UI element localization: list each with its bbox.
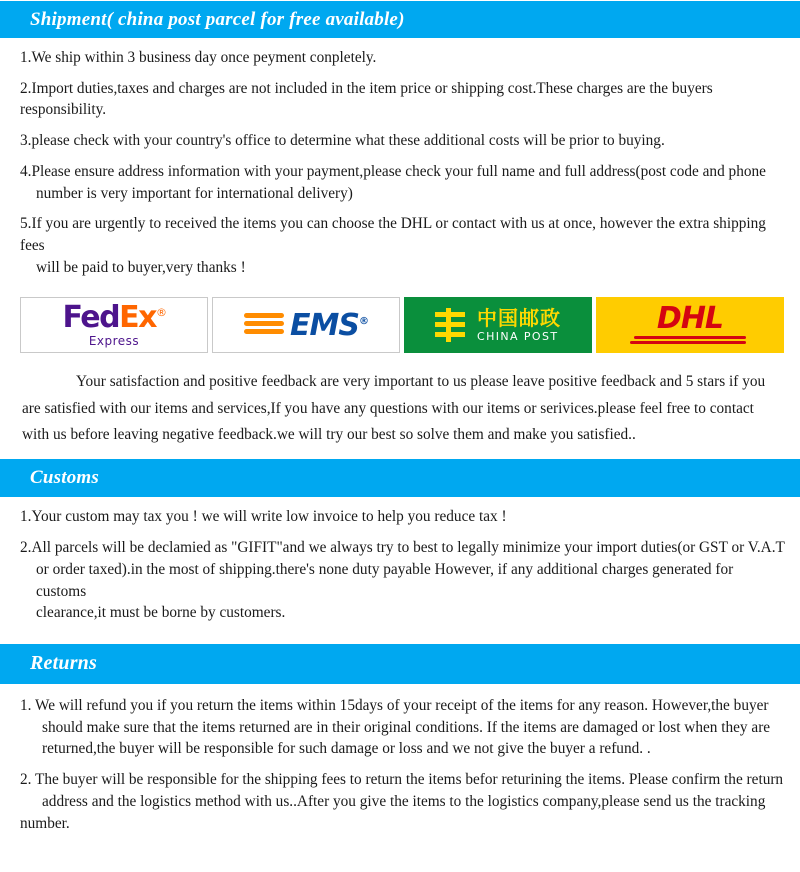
dhl-wordmark: DHL — [656, 301, 724, 337]
customs-title: Customs — [30, 467, 99, 489]
satisfaction-line-3: before leaving negative feedback.we will try our best so solve them and make you satisfied.. — [70, 426, 636, 444]
shipment-item-1 — [20, 47, 786, 69]
fedex-logo — [20, 297, 208, 353]
fedex-ex-text: Ex — [119, 300, 156, 336]
customs-item-1 — [20, 506, 786, 528]
returns-item-1-cont: should make sure that the items returned are in their original conditions. If the items are damaged or lost when they are — [42, 718, 771, 736]
china-post-logo-inner — [435, 308, 561, 343]
china-post-text-group — [477, 308, 561, 343]
returns-title: Returns — [30, 652, 97, 675]
customs-item-2-text: 2.All parcels will be declamied as "GIFIT"and we always try to best to legally minimize your import duties(or GST or V.A.T — [20, 539, 785, 557]
shipment-item-2 — [20, 78, 786, 121]
returns-item-1 — [20, 695, 786, 760]
satisfaction-line-1: Your satisfaction and positive feedback are very important to us please leave positive feedback and 5 stars if you are — [22, 373, 766, 417]
china-post-english-name: CHINA POST — [477, 330, 559, 344]
customs-item-2-cont: or order taxed).in the most of shipping.there's none duty payable However, if any additional charges generated for customs — [36, 560, 734, 600]
ems-logo — [212, 297, 400, 353]
shipment-title: Shipment( china post parcel for free available) — [30, 8, 405, 30]
satisfaction-paragraph — [0, 363, 800, 458]
china-post-logo — [404, 297, 592, 353]
ems-swoosh-icon — [244, 310, 286, 340]
ems-registered-icon: ® — [358, 315, 368, 327]
returns-header-bar — [0, 643, 800, 685]
shipment-item-3-text: 3.please check with your country's office to determine what these additional costs will be prior to buying. — [20, 132, 665, 150]
ems-wordmark — [290, 308, 368, 343]
shipment-item-5-cont: will be paid to buyer,very thanks ! — [36, 258, 246, 276]
fedex-fed-text: Fed — [62, 300, 120, 336]
shipment-item-3 — [20, 130, 786, 152]
returns-item-2-cont2: number. — [20, 814, 70, 832]
customs-body — [0, 498, 800, 643]
returns-item-1-cont2: returned,the buyer will be responsible for such damage or loss and we not give the buyer a refund. . — [42, 740, 651, 758]
carrier-logo-row — [0, 293, 800, 363]
returns-item-2 — [20, 769, 786, 834]
ems-text: EMS — [290, 307, 359, 343]
shipment-item-4-text: 4.Please ensure address information with your payment,please check your full name and full address(post code and phone — [20, 162, 766, 180]
fedex-wordmark — [62, 300, 166, 336]
shipment-body — [0, 39, 800, 293]
shipment-item-4-cont: number is very important for international delivery) — [36, 184, 353, 202]
shipment-item-4 — [20, 161, 786, 204]
customs-item-2 — [20, 537, 786, 624]
returns-item-2-cont: address and the logistics method with us..After you give the items to the logistics company,please send us the tracking — [42, 792, 766, 810]
shipment-item-5 — [20, 213, 786, 278]
returns-item-1-text: 1. We will refund you if you return the items within 15days of your receipt of the items for any reason. However,the buyer — [20, 696, 769, 714]
shipment-item-1-text: 1.We ship within 3 business day once peyment conpletely. — [20, 49, 377, 66]
shipment-item-5-text: 5.If you are urgently to received the items you can choose the DHL or contact with us at once, however the extra shipping fees — [20, 215, 766, 255]
dhl-stripes-icon — [630, 336, 750, 346]
returns-body — [0, 685, 800, 857]
customs-item-2-cont2: clearance,it must be borne by customers. — [36, 604, 286, 622]
ems-logo-inner — [244, 308, 368, 343]
fedex-express-label: Express — [88, 334, 140, 349]
fedex-registered-icon: ® — [155, 306, 166, 320]
customs-header-bar — [0, 458, 800, 498]
returns-item-2-text: 2. The buyer will be responsible for the shipping fees to return the items befor returining the items. Please confirm the return — [20, 771, 784, 789]
customs-item-1-text: 1.Your custom may tax you ! we will write low invoice to help you reduce tax ! — [20, 508, 507, 526]
shipment-header-bar — [0, 0, 800, 39]
satisfaction-line-2: satisfied with our items and services,If you have any questions with our items or serivices.please feel free to contact with us — [22, 399, 754, 444]
shipment-item-2-text: 2.Import duties,taxes and charges are not included in the item price or shipping cost.These charges are the buyers responsibility. — [20, 79, 713, 119]
china-post-emblem-icon — [435, 308, 469, 342]
dhl-logo — [596, 297, 784, 353]
china-post-chinese-name: 中国邮政 — [477, 306, 561, 331]
